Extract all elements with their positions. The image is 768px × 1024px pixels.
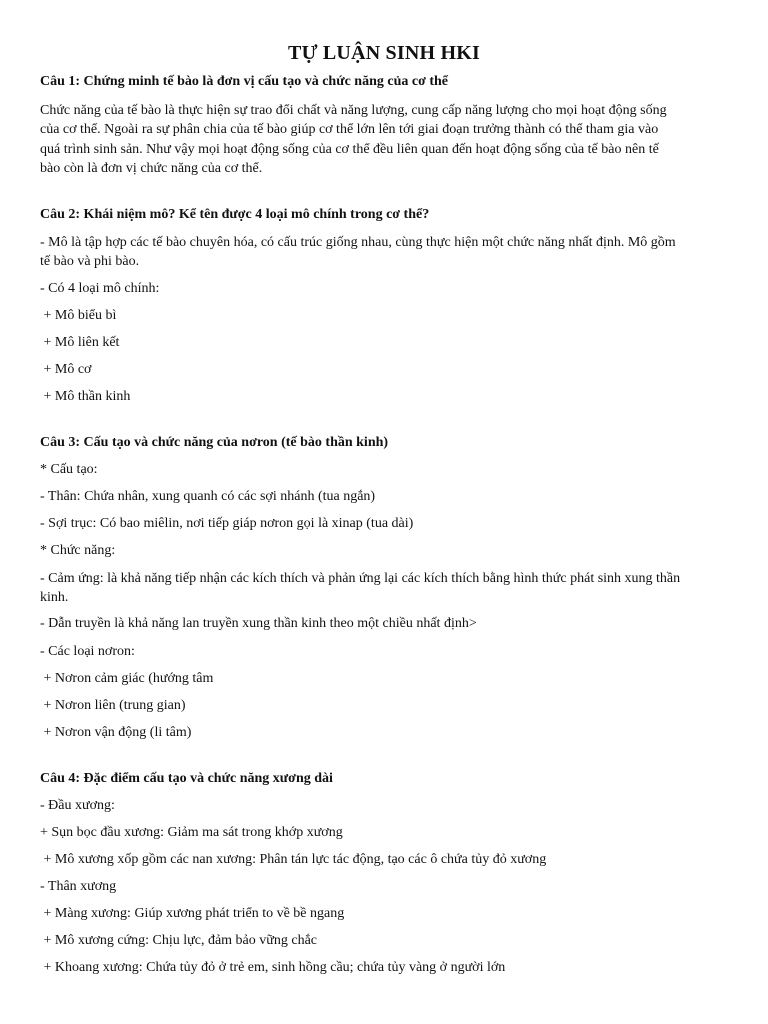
list-item: - Thân: Chứa nhân, xung quanh có các sợi nhánh (tua ngắn) bbox=[40, 489, 376, 504]
list-item: + Mô cơ bbox=[40, 362, 92, 377]
question-3-function-label: * Chức năng: bbox=[40, 543, 116, 558]
question-3-heading: Câu 3: Cấu tạo và chức năng của nơron (tế bào thần kinh) bbox=[40, 435, 389, 450]
question-2-heading: Câu 2: Khái niệm mô? Kể tên được 4 loại mô chính trong cơ thể? bbox=[40, 207, 430, 222]
page-title: TỰ LUẬN SINH HKI bbox=[288, 42, 480, 64]
question-3-conduction: - Dẫn truyền là khả năng lan truyền xung thần kinh theo một chiều nhất định> bbox=[40, 616, 477, 631]
list-item: + Khoang xương: Chứa tủy đỏ ở trẻ em, sinh hồng cầu; chứa tủy vàng ở người lớn bbox=[40, 960, 506, 975]
list-item: + Mô xương xốp gồm các nan xương: Phân tán lực tác động, tạo các ô chứa tủy đỏ xương bbox=[40, 852, 547, 867]
question-3-function-line: kinh. bbox=[40, 590, 69, 605]
question-4-heading: Câu 4: Đặc điểm cấu tạo và chức năng xương dài bbox=[40, 771, 333, 786]
list-item: + Nơron vận động (li tâm) bbox=[40, 725, 192, 740]
list-item: + Sụn bọc đầu xương: Giảm ma sát trong khớp xương bbox=[40, 825, 343, 840]
list-item: + Mô liên kết bbox=[40, 335, 120, 350]
question-1-text-line: bào còn là đơn vị chức năng của cơ thể. bbox=[40, 161, 263, 176]
question-1-heading: Câu 1: Chứng minh tế bào là đơn vị cấu tạo và chức năng của cơ thể bbox=[40, 74, 449, 89]
question-3-kinds-label: - Các loại nơron: bbox=[40, 644, 135, 659]
list-item: + Màng xương: Giúp xương phát triển to về bề ngang bbox=[40, 906, 345, 921]
list-item: + Nơron liên (trung gian) bbox=[40, 698, 186, 713]
question-2-definition-line: tế bào và phi bào. bbox=[40, 254, 140, 269]
list-item: - Sợi trục: Có bao miêlin, nơi tiếp giáp nơron gọi là xinap (tua dài) bbox=[40, 516, 414, 531]
list-item: + Mô xương cứng: Chịu lực, đảm bảo vững chắc bbox=[40, 933, 317, 948]
list-item: + Mô biểu bì bbox=[40, 308, 117, 323]
question-2-types-label: - Có 4 loại mô chính: bbox=[40, 281, 160, 296]
question-1-text-line: quá trình sinh sản. Như vậy mọi hoạt động sống của cơ thể đều liên quan đến hoạt động sống của tế bào nên tế bbox=[40, 142, 659, 157]
question-3-structure-label: * Cấu tạo: bbox=[40, 462, 98, 477]
question-3-function-line: - Cảm ứng: là khả năng tiếp nhận các kích thích và phản ứng lại các kích thích bằng hình thức phát sinh xung thần bbox=[40, 571, 681, 586]
question-4-head-label: - Đầu xương: bbox=[40, 798, 115, 813]
question-1-text-line: Chức năng của tế bào là thực hiện sự trao đổi chất và năng lượng, cung cấp năng lượng cho mọi hoạt động sống bbox=[40, 103, 667, 118]
list-item: + Mô thần kinh bbox=[40, 389, 131, 404]
list-item: + Nơron cảm giác (hướng tâm bbox=[40, 671, 214, 686]
question-2-definition-line: - Mô là tập hợp các tế bào chuyên hóa, có cấu trúc giống nhau, cùng thực hiện một chức năng nhất định. Mô gồm bbox=[40, 235, 676, 250]
question-1-text-line: của cơ thể. Ngoài ra sự phân chia của tế bào giúp cơ thể lớn lên tới giai đoạn trưởng thành có thể tham gia vào bbox=[40, 122, 659, 137]
question-4-body-label: - Thân xương bbox=[40, 879, 117, 894]
